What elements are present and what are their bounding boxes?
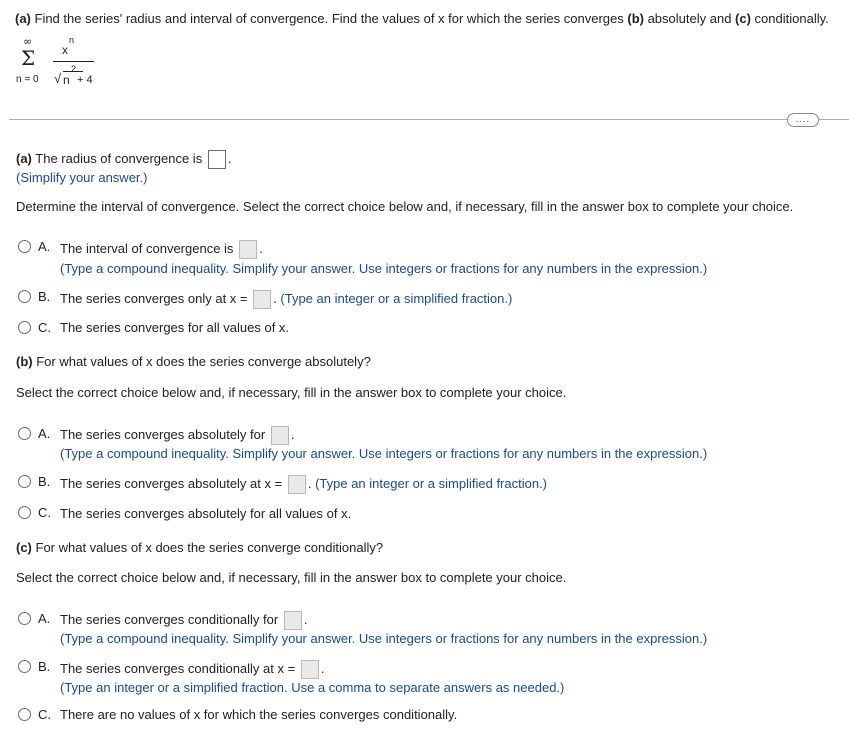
- part-b-instruction: Select the correct choice below and, if necessary, fill in the answer box to complete your choice.: [16, 385, 567, 400]
- choice-text: The series converges conditionally at x =: [60, 660, 296, 676]
- choice-letter: C.: [38, 707, 51, 722]
- choice-text: The series converges absolutely at x =: [60, 475, 283, 491]
- choice-letter: B.: [38, 474, 51, 489]
- choice-letter: C.: [38, 320, 51, 335]
- choice-text: The series converges for all values of x.: [60, 320, 290, 335]
- choice-text: There are no values of x for which the series converges conditionally.: [60, 707, 458, 722]
- choice-letter: C.: [38, 505, 51, 520]
- radius-question: [16, 150, 231, 169]
- interval-instruction: Determine the interval of convergence. Select the correct choice below and, if necessary, fill in the answer box to complete your choice.: [16, 199, 794, 214]
- conditional-point-input[interactable]: [301, 660, 319, 679]
- choice-letter: A.: [38, 611, 51, 626]
- choice-letter: A.: [38, 426, 51, 441]
- part-c-prefix: (c): [16, 540, 32, 555]
- radical-sign: √: [54, 71, 62, 86]
- radio-absolute-b[interactable]: [18, 475, 31, 488]
- section-divider: [9, 119, 849, 120]
- choice-hint: (Type an integer or a simplified fraction.): [315, 475, 548, 491]
- choice-text: The series converges only at x =: [60, 290, 248, 306]
- fraction-bar: [53, 61, 94, 62]
- radius-period: .: [227, 150, 232, 166]
- radio-interval-a[interactable]: [18, 240, 31, 253]
- radius-hint: (Simplify your answer.): [16, 170, 148, 185]
- choice-hint: (Type a compound inequality. Simplify your answer. Use integers or fractions for any numbers in the expression.): [60, 631, 708, 646]
- choice-hint: (Type an integer or a simplified fraction. Use a comma to separate answers as needed.): [60, 680, 565, 695]
- radio-conditional-a[interactable]: [18, 612, 31, 625]
- header-text-2: absolutely and: [643, 11, 736, 26]
- part-b-prefix: (b): [16, 354, 33, 369]
- numerator-base: x: [62, 43, 68, 57]
- part-c-question: (c) For what values of x does the series converge conditionally?: [16, 540, 384, 555]
- part-c-instruction: Select the correct choice below and, if necessary, fill in the answer box to complete your choice.: [16, 570, 567, 585]
- choice-text: The series converges conditionally for: [60, 611, 279, 627]
- numerator-exponent: n: [69, 35, 75, 45]
- choice-letter: B.: [38, 289, 51, 304]
- sigma-symbol: Σ: [21, 46, 36, 70]
- conditional-interval-input[interactable]: [284, 611, 302, 630]
- absolute-interval-input[interactable]: [271, 426, 289, 445]
- part-a-prefix: (a): [16, 150, 32, 166]
- choice-hint: (Type a compound inequality. Simplify your answer. Use integers or fractions for any numbers in the expression.): [60, 261, 708, 276]
- choice-letter: B.: [38, 659, 51, 674]
- denominator-base: n: [63, 73, 70, 87]
- radio-absolute-a[interactable]: [18, 427, 31, 440]
- question-header: [15, 11, 829, 26]
- header-text-3: conditionally.: [750, 11, 829, 26]
- radio-conditional-b[interactable]: [18, 660, 31, 673]
- radio-absolute-c[interactable]: [18, 506, 31, 519]
- choice-text: The series converges absolutely for: [60, 426, 266, 442]
- part-b-question: (b) For what values of x does the series converge absolutely?: [16, 354, 371, 369]
- choice-text: The series converges absolutely for all values of x.: [60, 506, 352, 521]
- radio-interval-b[interactable]: [18, 290, 31, 303]
- part-b-label: (b): [627, 11, 644, 26]
- sum-upper-limit: ∞: [23, 35, 33, 48]
- absolute-point-input[interactable]: [288, 475, 306, 494]
- radio-interval-c[interactable]: [18, 321, 31, 334]
- denominator-rest: + 4: [77, 74, 93, 86]
- radius-answer-input[interactable]: [208, 150, 226, 169]
- choice-hint: (Type a compound inequality. Simplify your answer. Use integers or fractions for any numbers in the expression.): [60, 446, 708, 461]
- choice-text: The interval of convergence is: [60, 240, 234, 256]
- sum-lower-limit: n = 0: [16, 74, 39, 85]
- radio-conditional-c[interactable]: [18, 708, 31, 721]
- choice-letter: A.: [38, 239, 51, 254]
- more-options-button[interactable]: ....: [787, 113, 819, 127]
- denominator-exponent: 2: [71, 64, 77, 74]
- radius-text: The radius of convergence is: [31, 150, 206, 166]
- header-text-1: Find the series' radius and interval of convergence. Find the values of x for which the series converges: [30, 11, 628, 26]
- interval-answer-input[interactable]: [239, 240, 257, 259]
- part-a-label: (a): [15, 11, 31, 26]
- converge-point-input[interactable]: [253, 290, 271, 309]
- choice-hint: (Type an integer or a simplified fraction.): [280, 290, 513, 306]
- part-c-label: (c): [735, 11, 751, 26]
